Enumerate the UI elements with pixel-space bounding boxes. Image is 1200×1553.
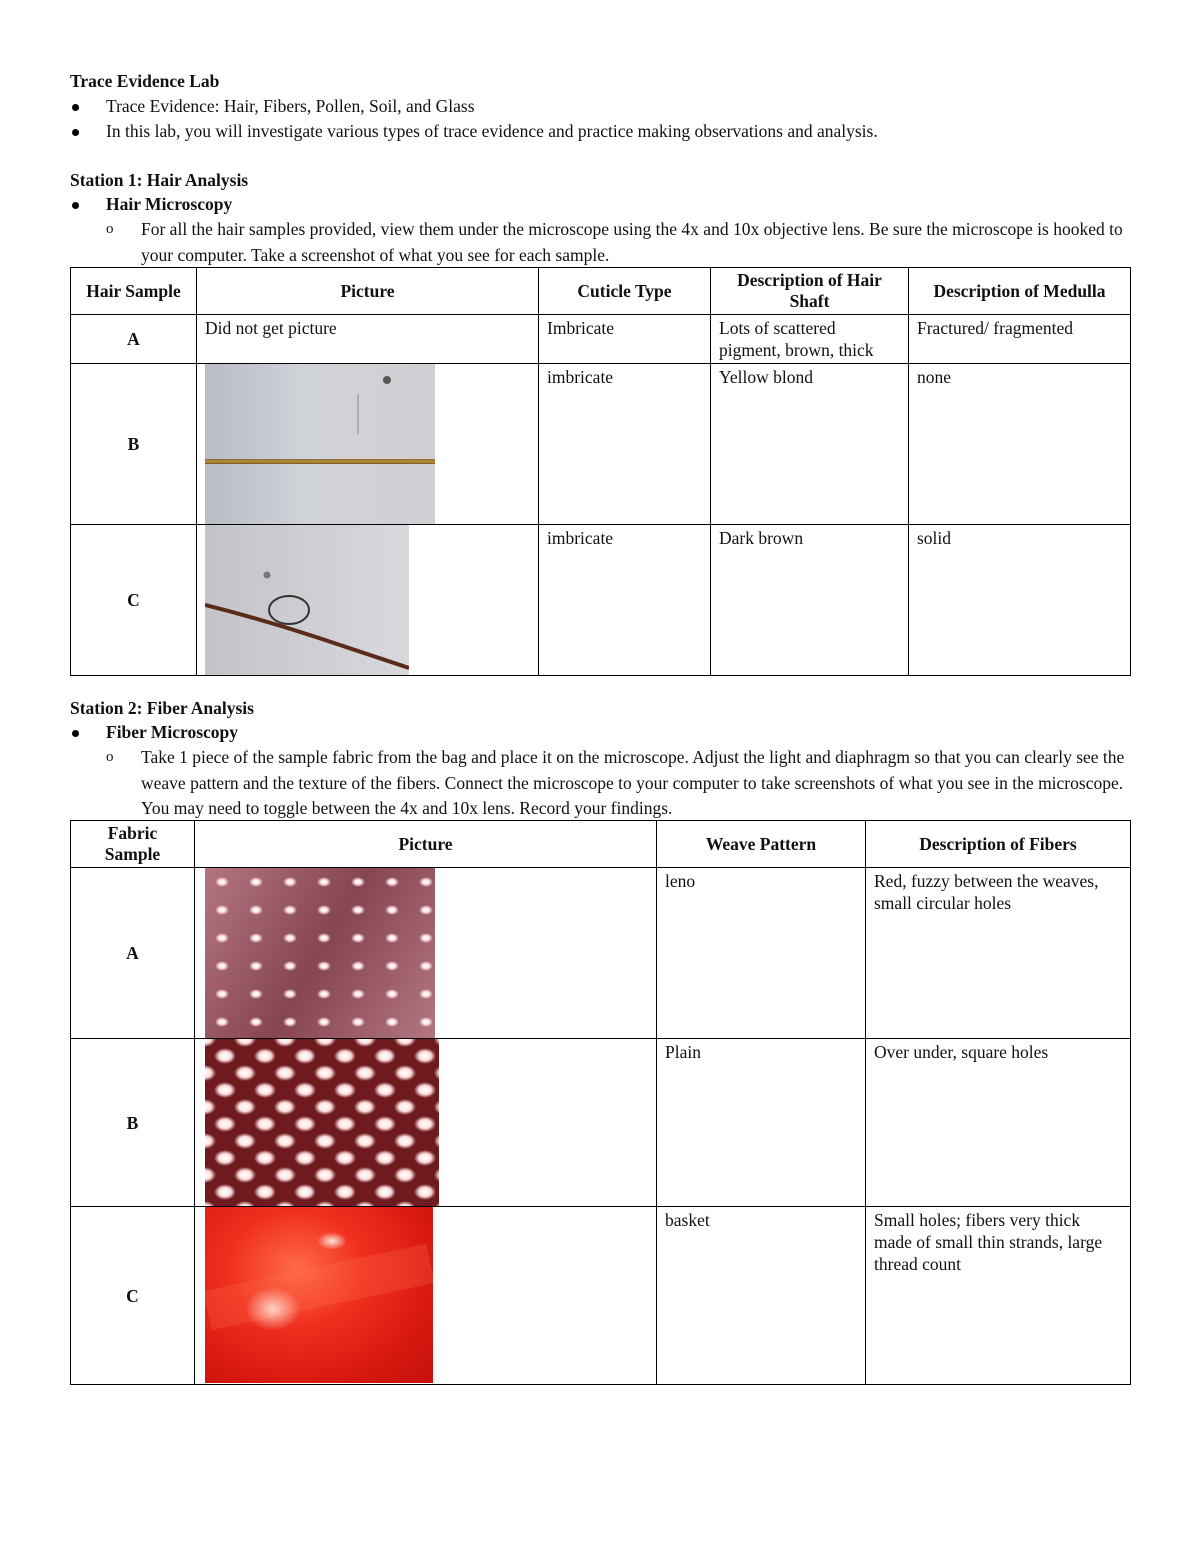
table-row xyxy=(71,1039,1131,1207)
column-header: Picture xyxy=(197,268,539,315)
table-header-row xyxy=(71,268,1131,315)
picture-cell xyxy=(197,525,539,676)
table-row xyxy=(71,364,1131,525)
picture-cell xyxy=(195,1207,657,1385)
micrograph-speck xyxy=(383,376,391,384)
picture-cell xyxy=(195,1039,657,1207)
sample-label: C xyxy=(71,1207,195,1385)
cuticle-cell: imbricate xyxy=(539,364,711,525)
medulla-cell: solid xyxy=(909,525,1131,676)
picture-cell xyxy=(197,364,539,525)
light-fleck xyxy=(317,1232,347,1250)
sub-bullet-marker: o xyxy=(106,221,114,237)
station2-heading: Station 2: Fiber Analysis xyxy=(70,698,254,718)
fibers-cell: Red, fuzzy between the weaves, small circular holes xyxy=(866,868,1131,1039)
intro-bullet-text: In this lab, you will investigate various types of trace evidence and practice making observations and analysis. xyxy=(106,121,878,141)
station1-bullet-text: Hair Microscopy xyxy=(106,194,233,214)
cuticle-cell: Imbricate xyxy=(539,315,711,364)
sub-bullet-marker: o xyxy=(106,749,114,765)
sample-label: A xyxy=(71,315,197,364)
hair-b-micrograph xyxy=(205,364,435,524)
bullet-dot-icon xyxy=(72,129,79,136)
sample-label: A xyxy=(71,868,195,1039)
light-fleck xyxy=(245,1287,301,1331)
sample-label: B xyxy=(71,364,197,525)
micrograph-streak xyxy=(357,394,359,434)
medulla-cell: Fractured/ fragmented xyxy=(909,315,1131,364)
station1-heading: Station 1: Hair Analysis xyxy=(70,170,249,190)
picture-cell xyxy=(195,868,657,1039)
bullet-dot-icon xyxy=(72,730,79,737)
column-header: Cuticle Type xyxy=(539,268,711,315)
column-header: Hair Sample xyxy=(71,268,197,315)
hair-analysis-table xyxy=(70,267,1131,676)
document-title: Trace Evidence Lab xyxy=(70,71,220,91)
bullet-dot-icon xyxy=(72,104,79,111)
fibers-cell: Over under, square holes xyxy=(866,1039,1131,1207)
fabric-b-micrograph xyxy=(205,1039,439,1206)
intro-bullet-text: Trace Evidence: Hair, Fibers, Pollen, Soil, and Glass xyxy=(106,96,475,116)
table-row xyxy=(71,315,1131,364)
weave-cell: basket xyxy=(657,1207,866,1385)
hair-c-drawing xyxy=(205,525,409,675)
micrograph-speck xyxy=(264,572,271,579)
sample-label: B xyxy=(71,1039,195,1207)
table-row xyxy=(71,1207,1131,1385)
column-header: Picture xyxy=(195,821,657,868)
fibers-cell: Small holes; fibers very thick made of small thin strands, large thread count xyxy=(866,1207,1131,1385)
air-bubble xyxy=(269,596,309,624)
cuticle-cell: imbricate xyxy=(539,525,711,676)
column-header: Description of Fibers xyxy=(866,821,1131,868)
hair-c-micrograph xyxy=(205,525,409,675)
fiber-band xyxy=(205,1244,433,1331)
fabric-a-micrograph xyxy=(205,868,435,1038)
hair-shaft xyxy=(205,459,435,464)
column-header: Fabric Sample xyxy=(71,821,195,868)
medulla-cell: none xyxy=(909,364,1131,525)
fabric-c-micrograph xyxy=(205,1207,433,1383)
shaft-cell: Dark brown xyxy=(711,525,909,676)
table-header-row xyxy=(71,821,1131,868)
shaft-cell: Yellow blond xyxy=(711,364,909,525)
column-header: Weave Pattern xyxy=(657,821,866,868)
picture-cell: Did not get picture xyxy=(197,315,539,364)
station2-instruction: Take 1 piece of the sample fabric from the bag and place it on the microscope. Adjust the light and diaphragm so that you can clearly see the weave pattern and the texture of the fibers. Connect the microscope to your computer to take screenshots of what you see in the microscope. You may need to toggle between the 4x and 10x lens. Record your findings. xyxy=(141,747,1125,818)
table-row xyxy=(71,868,1131,1039)
bullet-dot-icon xyxy=(72,202,79,209)
table-row xyxy=(71,525,1131,676)
station1-instruction: For all the hair samples provided, view them under the microscope using the 4x and 10x objective lens. Be sure the microscope is hooked to your computer. Take a screenshot of what you see for each sample. xyxy=(141,219,1123,265)
weave-cell: leno xyxy=(657,868,866,1039)
fiber-analysis-table xyxy=(70,820,1131,1385)
station2-bullet-text: Fiber Microscopy xyxy=(106,722,239,742)
sample-label: C xyxy=(71,525,197,676)
shaft-cell: Lots of scattered pigment, brown, thick xyxy=(711,315,909,364)
weave-cell: Plain xyxy=(657,1039,866,1207)
column-header: Description of Hair Shaft xyxy=(711,268,909,315)
column-header: Description of Medulla xyxy=(909,268,1131,315)
